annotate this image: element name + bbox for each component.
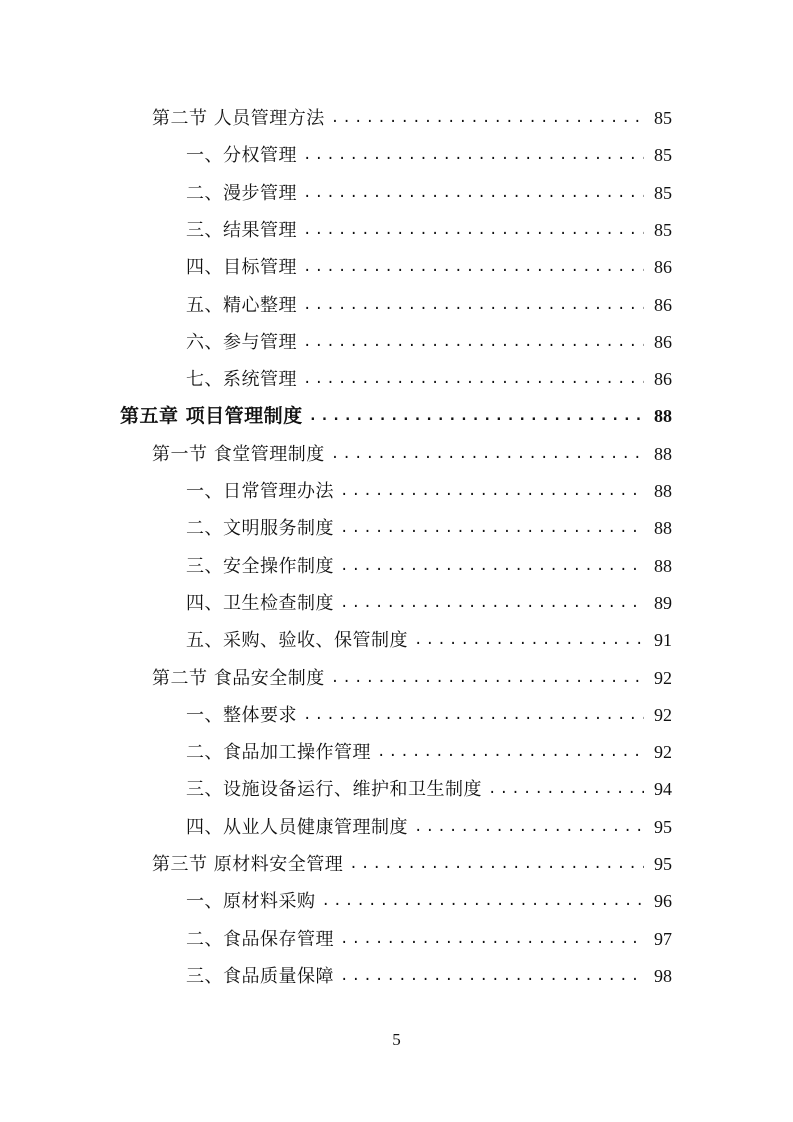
toc-entry-page: 86 bbox=[654, 294, 672, 315]
toc-entry-page: 97 bbox=[654, 928, 672, 949]
toc-dot-leader bbox=[331, 436, 644, 473]
toc-entry-title: 四、卫生检查制度 bbox=[186, 592, 334, 614]
page-number: 5 bbox=[392, 1030, 401, 1049]
toc-dot-leader bbox=[414, 622, 644, 659]
toc-entry[interactable] bbox=[186, 175, 672, 212]
toc-entry-title: 第三节 原材料安全管理 bbox=[152, 854, 344, 875]
toc-dot-leader bbox=[303, 287, 644, 324]
toc-dot-leader bbox=[303, 697, 644, 734]
toc-entry[interactable] bbox=[186, 361, 672, 398]
toc-entry-title: 四、从业人员健康管理制度 bbox=[186, 816, 408, 838]
toc-entry-page: 88 bbox=[654, 555, 672, 576]
toc-entry-title: 三、安全操作制度 bbox=[186, 555, 334, 577]
toc-entry[interactable] bbox=[186, 585, 672, 622]
toc-entry-page: 92 bbox=[654, 667, 672, 688]
toc-entry-page: 85 bbox=[654, 145, 672, 166]
toc-entry-page: 85 bbox=[654, 108, 672, 128]
toc-dot-leader bbox=[309, 398, 644, 435]
toc-entry-page: 85 bbox=[654, 182, 672, 203]
toc-entry[interactable] bbox=[186, 809, 672, 846]
toc-entry-title: 第二节 人员管理方法 bbox=[152, 108, 325, 129]
toc-entry[interactable] bbox=[186, 212, 672, 249]
toc-dot-leader bbox=[303, 212, 644, 249]
toc-entry-title: 二、文明服务制度 bbox=[186, 518, 334, 540]
toc-entry-title: 第五章 项目管理制度 bbox=[120, 405, 303, 428]
toc-entry-title: 三、食品质量保障 bbox=[186, 965, 334, 987]
toc-entry[interactable] bbox=[152, 846, 672, 883]
toc-entry-title: 第二节 食品安全制度 bbox=[152, 667, 325, 689]
toc-entry-title: 三、设施设备运行、维护和卫生制度 bbox=[186, 779, 482, 801]
toc-entry-page: 96 bbox=[654, 891, 672, 912]
toc-entry[interactable] bbox=[186, 771, 672, 808]
toc-dot-leader bbox=[331, 100, 644, 137]
toc-entry-page: 88 bbox=[654, 406, 672, 427]
toc-entry-page: 86 bbox=[654, 331, 672, 352]
toc-entry-title: 一、原材料采购 bbox=[186, 891, 316, 913]
toc-dot-leader bbox=[488, 771, 644, 808]
toc-dot-leader bbox=[340, 958, 644, 995]
toc-entry[interactable] bbox=[186, 473, 672, 510]
toc-entry-page: 98 bbox=[654, 965, 672, 986]
toc-entry-title: 一、整体要求 bbox=[186, 704, 297, 726]
toc-dot-leader bbox=[331, 660, 644, 697]
toc-entry-title: 三、结果管理 bbox=[186, 219, 297, 241]
toc-dot-leader bbox=[349, 846, 644, 883]
toc-entry[interactable] bbox=[152, 100, 672, 137]
toc-entry-page: 88 bbox=[654, 481, 672, 501]
toc-entry[interactable] bbox=[186, 548, 672, 585]
toc-entry-page: 92 bbox=[654, 704, 672, 725]
toc-entry[interactable] bbox=[186, 137, 672, 174]
toc-entry-page: 94 bbox=[654, 779, 672, 800]
toc-dot-leader bbox=[340, 510, 644, 547]
toc-entry-title: 二、食品加工操作管理 bbox=[186, 742, 371, 764]
toc-dot-leader bbox=[340, 921, 644, 958]
toc-dot-leader bbox=[303, 361, 644, 398]
toc-entry[interactable] bbox=[186, 921, 672, 958]
toc-entry-page: 95 bbox=[654, 816, 672, 837]
toc-entry[interactable] bbox=[152, 660, 672, 697]
toc-entry-title: 五、精心整理 bbox=[186, 294, 297, 316]
toc-entry[interactable] bbox=[186, 622, 672, 659]
toc-entry[interactable] bbox=[186, 287, 672, 324]
toc-dot-leader bbox=[377, 734, 644, 771]
toc-entry-page: 91 bbox=[654, 630, 672, 651]
toc-dot-leader bbox=[414, 809, 644, 846]
toc-entry[interactable] bbox=[186, 324, 672, 361]
toc-entry-page: 88 bbox=[654, 518, 672, 539]
toc-dot-leader bbox=[303, 249, 644, 286]
toc-entry[interactable] bbox=[186, 249, 672, 286]
toc-dot-leader bbox=[322, 883, 645, 920]
toc-entry-page: 95 bbox=[654, 854, 672, 874]
toc-dot-leader bbox=[340, 585, 644, 622]
toc-entry-page: 86 bbox=[654, 257, 672, 278]
toc-dot-leader bbox=[340, 473, 644, 510]
toc-entry-page: 85 bbox=[654, 219, 672, 240]
toc-entry-title: 四、目标管理 bbox=[186, 257, 297, 279]
toc-dot-leader bbox=[303, 175, 644, 212]
toc-entry-title: 一、日常管理办法 bbox=[186, 481, 334, 502]
toc-entry[interactable] bbox=[186, 958, 672, 995]
toc-entry-title: 七、系统管理 bbox=[186, 369, 297, 391]
toc-entry-title: 五、采购、验收、保管制度 bbox=[186, 630, 408, 652]
toc-entry[interactable] bbox=[152, 436, 672, 473]
toc-dot-leader bbox=[303, 324, 644, 361]
toc-entry[interactable] bbox=[186, 697, 672, 734]
toc-entry-page: 92 bbox=[654, 742, 672, 763]
toc-entry-title: 第一节 食堂管理制度 bbox=[152, 443, 325, 465]
toc-entry[interactable] bbox=[186, 510, 672, 547]
toc-entry[interactable] bbox=[120, 398, 672, 435]
toc-dot-leader bbox=[340, 548, 644, 585]
toc-entry-page: 89 bbox=[654, 592, 672, 613]
toc-entry[interactable] bbox=[186, 734, 672, 771]
toc-entry-page: 88 bbox=[654, 443, 672, 464]
toc-entry-title: 二、漫步管理 bbox=[186, 182, 297, 204]
toc-entry-page: 86 bbox=[654, 369, 672, 390]
toc-entry-title: 二、食品保存管理 bbox=[186, 928, 334, 950]
toc-dot-leader bbox=[303, 137, 644, 174]
toc-entry[interactable] bbox=[186, 883, 672, 920]
toc-entry-title: 六、参与管理 bbox=[186, 331, 297, 353]
toc-entry-title: 一、分权管理 bbox=[186, 145, 297, 167]
